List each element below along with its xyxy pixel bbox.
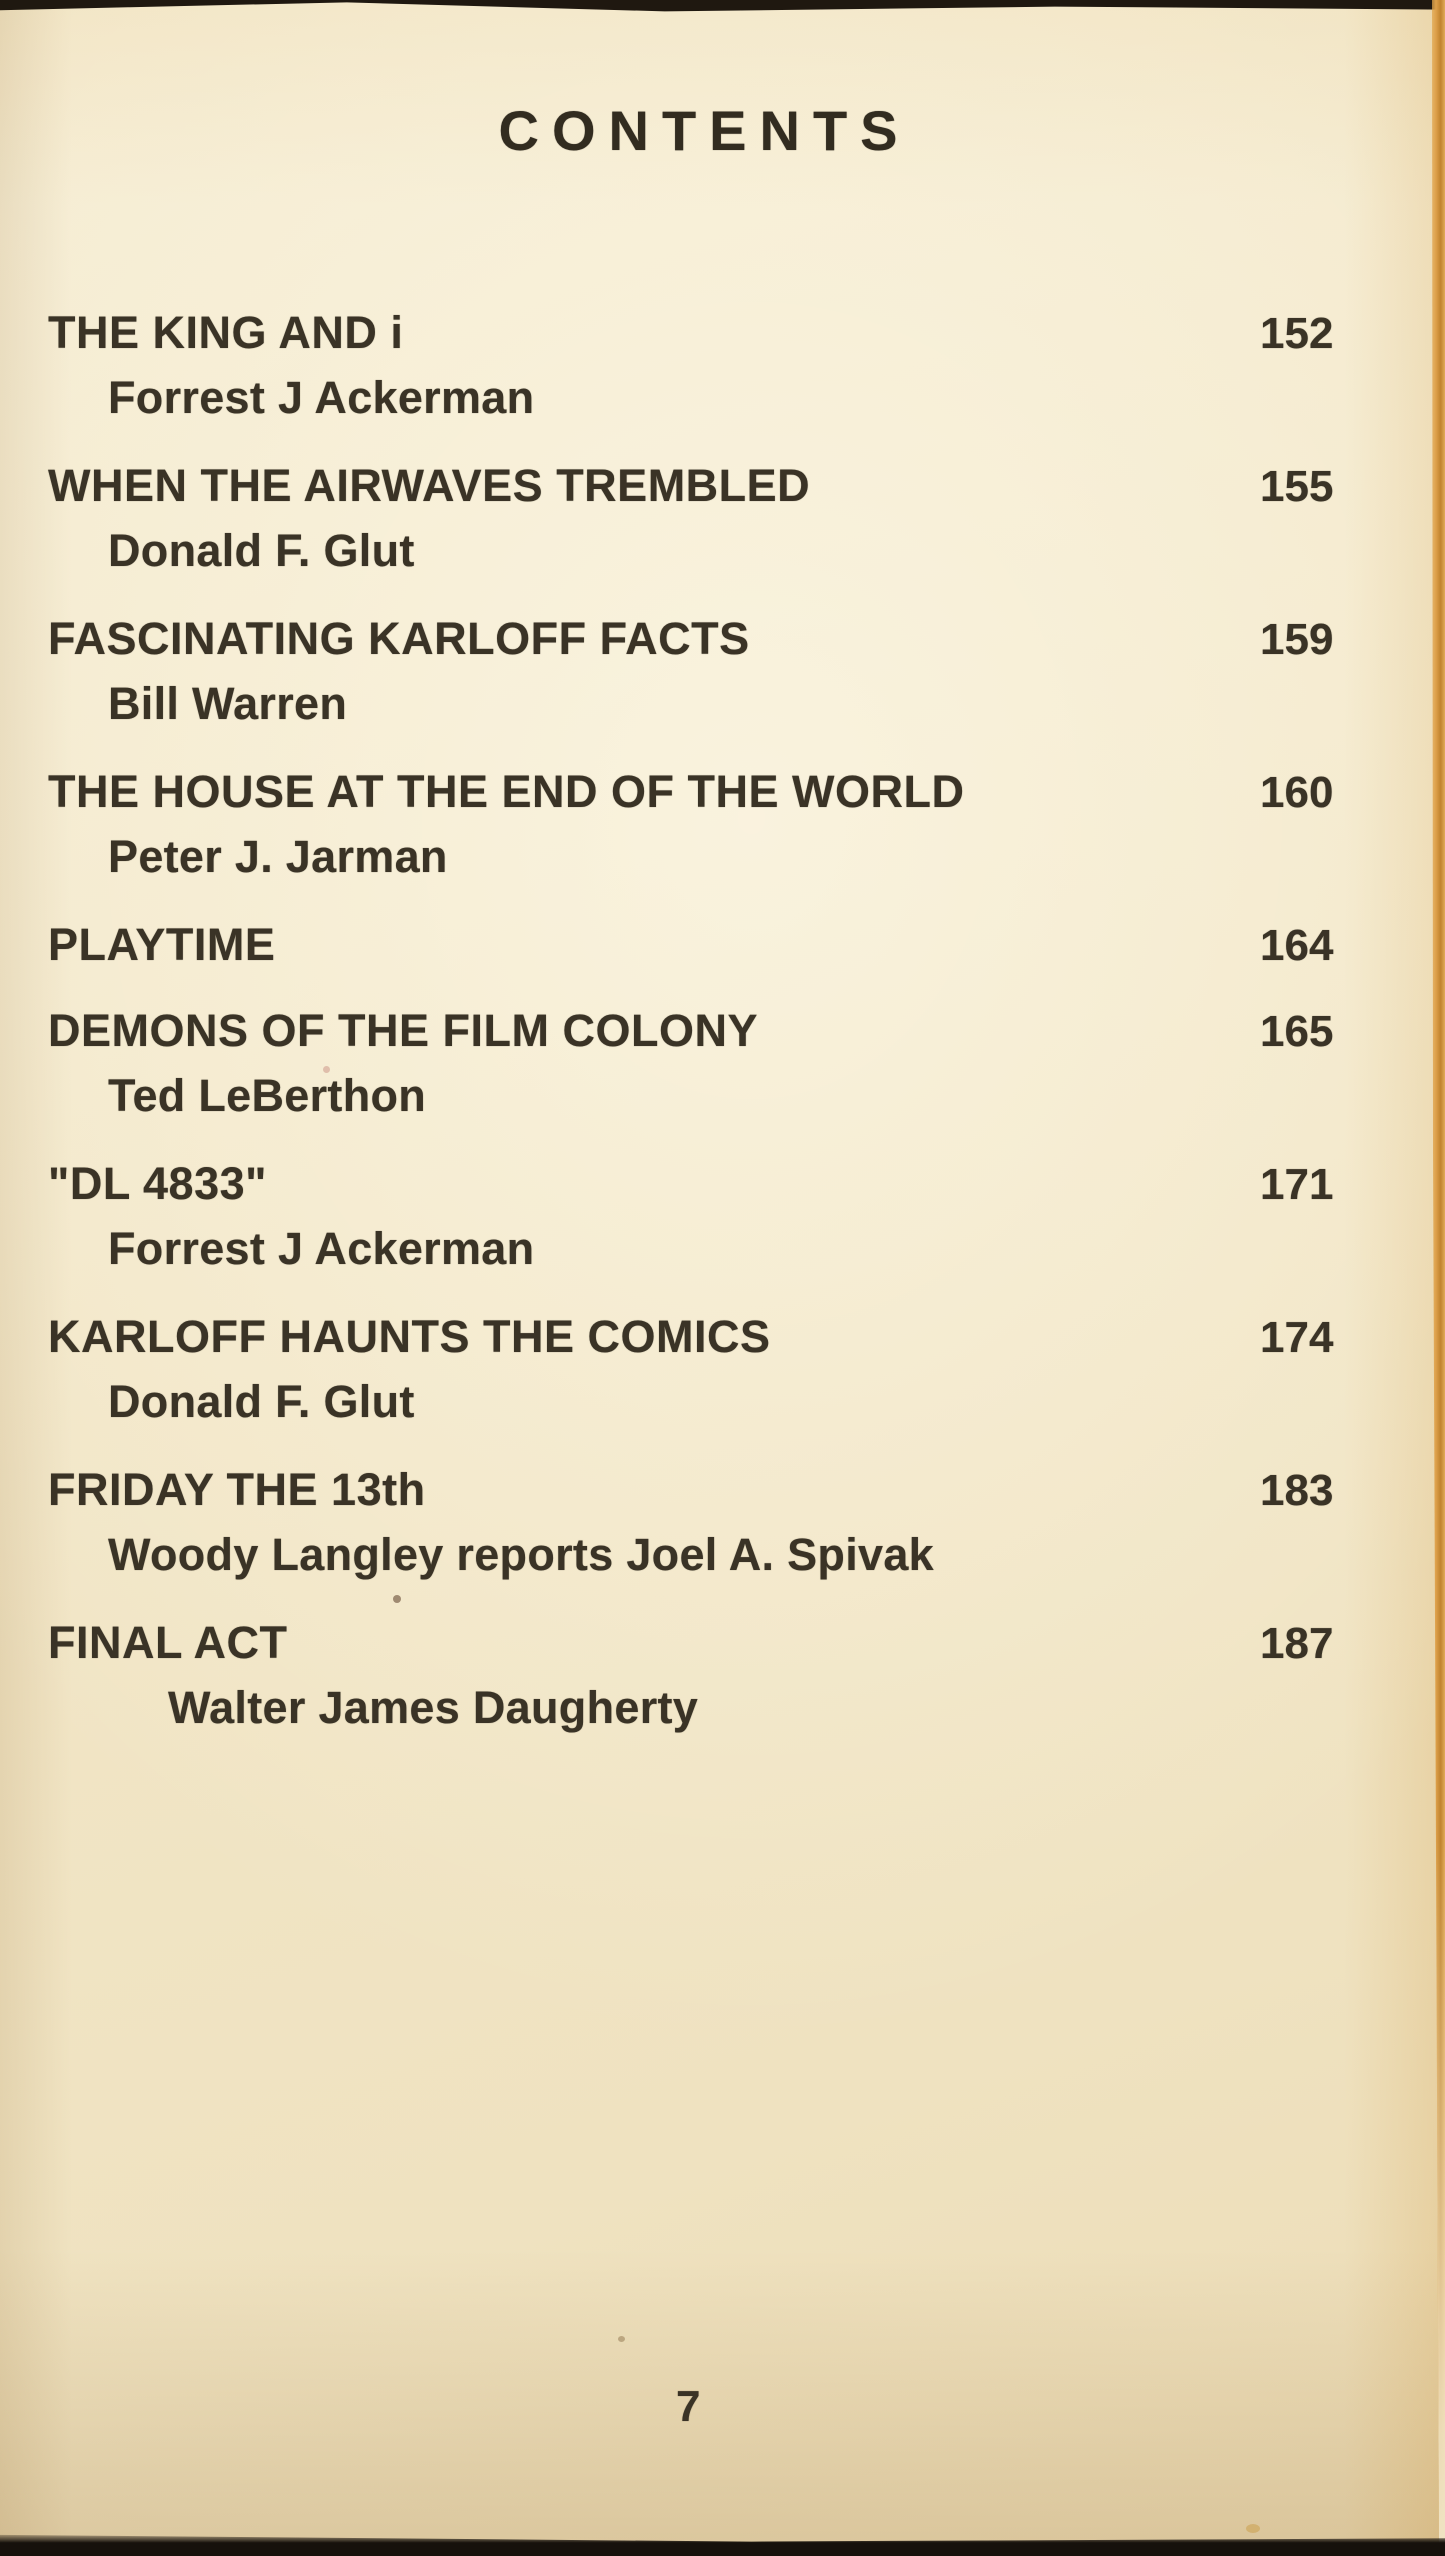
toc-entry-title: KARLOFF HAUNTS THE COMICS [48, 1311, 771, 1362]
toc-entry [48, 1305, 1340, 1434]
toc-entry-head [48, 607, 1340, 672]
toc-entry-page-number: 171 [1260, 1160, 1334, 1209]
toc-entry-head [48, 1305, 1340, 1370]
toc-entry-author: Woody Langley reports Joel A. Spivak [108, 1529, 935, 1580]
paper-speck [1246, 2524, 1260, 2533]
toc-entry-head [48, 1611, 1340, 1676]
toc-entry-title: THE HOUSE AT THE END OF THE WORLD [48, 766, 965, 817]
toc-entry-page-number: 152 [1260, 309, 1334, 358]
toc-entry-title: FINAL ACT [48, 1617, 288, 1668]
folio-page-number: 7 [676, 2382, 701, 2431]
toc-entry [48, 760, 1340, 889]
toc-entry-author: Ted LeBerthon [108, 1070, 427, 1121]
toc-entry-page-number: 159 [1260, 615, 1334, 664]
toc-entry-page-number: 174 [1260, 1313, 1334, 1362]
toc-entry-author: Donald F. Glut [108, 1376, 415, 1427]
toc-entry-author: Forrest J Ackerman [108, 372, 535, 423]
toc-entry-page-number: 160 [1260, 768, 1334, 817]
toc-entry-author: Peter J. Jarman [108, 831, 448, 882]
toc-entry-title: WHEN THE AIRWAVES TREMBLED [48, 460, 811, 511]
toc-entry-author: Forrest J Ackerman [108, 1223, 535, 1274]
toc-entry-author: Walter James Daugherty [168, 1682, 699, 1733]
toc-entry-page-number: 187 [1260, 1619, 1334, 1668]
toc-entry [48, 913, 1340, 978]
toc-entry [48, 1458, 1340, 1587]
photo-edge-bottom [0, 2532, 1445, 2556]
toc-entry [48, 607, 1340, 736]
toc-entry-head [48, 760, 1340, 825]
toc-entry-head [48, 1152, 1340, 1217]
toc-entry-title: PLAYTIME [48, 919, 276, 970]
toc-entry [48, 301, 1340, 430]
toc-entry-author: Donald F. Glut [108, 525, 415, 576]
toc-entry-author: Bill Warren [108, 678, 348, 729]
paper-speck [323, 1066, 330, 1073]
toc-entry-head [48, 999, 1340, 1064]
photo-edge-top [0, 0, 1445, 12]
toc-entry-title: DEMONS OF THE FILM COLONY [48, 1005, 758, 1056]
toc-entry [48, 454, 1340, 583]
paper-speck [393, 1595, 401, 1603]
toc-entry-head [48, 913, 1340, 978]
toc-entry [48, 999, 1340, 1128]
paper-speck [618, 2336, 625, 2342]
toc-entry-title: FRIDAY THE 13th [48, 1464, 426, 1515]
toc-entry [48, 1611, 1340, 1740]
toc-list [48, 301, 1340, 1764]
toc-entry-page-number: 155 [1260, 462, 1334, 511]
toc-entry-page-number: 164 [1260, 921, 1334, 970]
toc-entry-page-number: 183 [1260, 1466, 1334, 1515]
toc-entry-title: FASCINATING KARLOFF FACTS [48, 613, 750, 664]
toc-entry-title: THE KING AND i [48, 307, 404, 358]
toc-entry-page-number: 165 [1260, 1007, 1334, 1056]
contents-title: CONTENTS [498, 99, 911, 162]
page-fore-edge [1425, 0, 1445, 2556]
toc-entry [48, 1152, 1340, 1281]
toc-entry-title: "DL 4833" [48, 1158, 267, 1209]
toc-entry-head [48, 454, 1340, 519]
toc-entry-head [48, 301, 1340, 366]
toc-entry-head [48, 1458, 1340, 1523]
